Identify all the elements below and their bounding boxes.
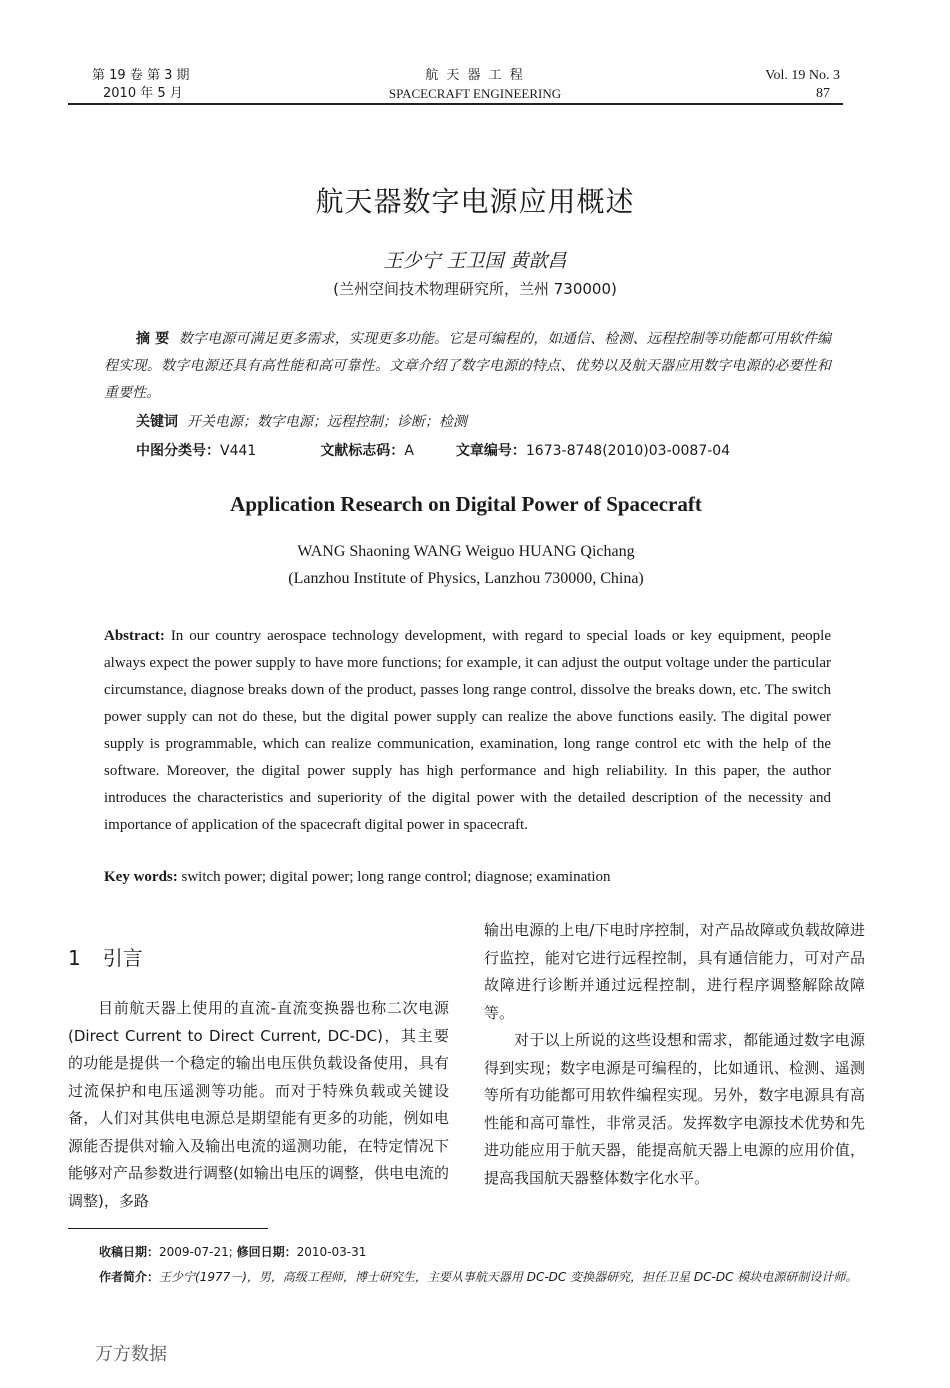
right-paragraph-1: 输出电源的上电/下电时序控制，对产品故障或负载故障进行监控，能对它进行远程控制，具有通信能力，可对产品故障进行诊断并通过远程控制，进行程序调整解除故障等。 xyxy=(484,921,865,1022)
right-column xyxy=(484,917,865,1192)
clc-value: V441 xyxy=(220,443,257,459)
authors-en: WANG Shaoning WANG Weiguo HUANG Qichang xyxy=(297,543,635,560)
keywords-en xyxy=(104,865,611,889)
affiliation-en: (Lanzhou Institute of Physics, Lanzhou 730000, China) xyxy=(288,570,644,587)
footnote-rule xyxy=(68,1228,268,1229)
left-paragraph-1: 目前航天器上使用的直流-直流变换器也称二次电源(Direct Current to Direct Current, DC-DC)，其主要的功能是提供一个稳定的输出电压供负载设备使用，具有过流保护和电压遥测等功能。而对于特殊负载或关键设备，人们对其供电电源总是期望能有更多的功能，例如电源能否提供对输入及输出电流的遥测功能，在特定情况下能够对产品参数进行调整(如输出电压的调整，供电电流的调整)，多路 xyxy=(68,999,449,1210)
journal-vol-no-en: Vol. 19 No. 3 xyxy=(765,68,840,83)
keywords-en-label: Key words: xyxy=(104,869,178,885)
author-bio-label: 作者简介： xyxy=(99,1270,160,1284)
watermark-text: 万方数据 xyxy=(95,1344,167,1365)
abstract-cn-label: 摘 要 xyxy=(136,331,170,347)
revised-date: 2010-03-31 xyxy=(296,1245,367,1259)
journal-date: 2010 年 5 月 xyxy=(103,86,183,101)
authors-cn: 王少宁 王卫国 黄歆昌 xyxy=(383,250,567,272)
abstract-en-label: Abstract: xyxy=(104,628,165,644)
page-number: 87 xyxy=(816,86,830,101)
affiliation-cn: (兰州空间技术物理研究所，兰州 730000) xyxy=(333,280,617,298)
journal-name-cn: 航 天 器 工 程 xyxy=(425,68,525,83)
paper-title-cn: 航天器数字电源应用概述 xyxy=(315,185,635,218)
abstract-cn-text: 数字电源可满足更多需求，实现更多功能。它是可编程的，如通信、检测、远程控制等功能都可用软件编程实现。数字电源还具有高性能和高可靠性。文章介绍了数字电源的特点、优势以及航天器应用数字电源的必要性和重要性。 xyxy=(104,331,832,401)
classification-line xyxy=(136,440,730,462)
revised-label: 修回日期： xyxy=(236,1245,297,1259)
keywords-cn-label: 关键词 xyxy=(136,414,178,430)
article-no-value: 1673-8748(2010)03-0087-04 xyxy=(525,443,731,459)
doc-code-value: A xyxy=(404,443,414,459)
footnote-author-bio xyxy=(68,1266,863,1288)
author-bio-text: 王少宁(1977－)，男，高级工程师，博士研究生，主要从事航天器用 DC-DC 变换器研究，担任卫星 DC-DC 模块电源研制设计师。 xyxy=(159,1270,858,1284)
section-1-title: 引言 xyxy=(102,946,143,970)
keywords-en-text: switch power; digital power; long range control; diagnose; examination xyxy=(181,869,611,885)
footnote-dates: 收稿日期：2009-07-21; 修回日期：2010-03-31 xyxy=(99,1245,367,1259)
abstract-en xyxy=(104,623,831,839)
journal-volume-issue: 第 19 卷 第 3 期 xyxy=(92,68,190,83)
abstract-cn xyxy=(104,326,831,407)
doc-code-label: 文献标志码： xyxy=(320,443,405,459)
left-column xyxy=(68,995,449,1215)
article-no-label: 文章编号： xyxy=(455,443,526,459)
abstract-en-text: In our country aerospace technology development, with regard to special loads or key equipment, people always expect the power supply to have more functions; for example, it can adjust the output voltage under the particular circumstance, diagnose breaks down of the product, passes long range control, dissolve the breaks down, etc. The switch power supply can not do these, but the digital power supply can realize the above functions easily. The digital power supply is programmable, which can realize communication, examination, long range control etc with the help of the software. Moreover, the digital power supply has high performance and high reliability. In this paper, the author introduces the characteristics and superiority of the digital power with the detailed description of the necessity and importance of application of the spacecraft digital power in spacecraft. xyxy=(104,628,831,833)
clc-label: 中图分类号： xyxy=(136,443,220,459)
received-date: 2009-07-21 xyxy=(159,1245,229,1259)
right-paragraph-2: 对于以上所说的这些设想和需求，都能通过数字电源得到实现；数字电源是可编程的，比如通讯、检测、遥测等所有功能都可用软件编程实现。另外，数字电源具有高性能和高可靠性，非常灵活。发挥数字电源技术优势和先进功能应用于航天器，能提高航天器上电源的应用价值，提高我国航天器整体数字化水平。 xyxy=(484,1031,865,1187)
section-1-heading xyxy=(68,943,143,973)
keywords-cn xyxy=(136,411,467,433)
header-rule xyxy=(68,103,843,105)
section-1-number: 1 xyxy=(68,946,81,970)
received-label: 收稿日期： xyxy=(99,1245,160,1259)
keywords-cn-text: 开关电源；数字电源；远程控制；诊断；检测 xyxy=(186,414,467,430)
journal-name-en: SPACECRAFT ENGINEERING xyxy=(388,86,562,101)
paper-title-en: Application Research on Digital Power of Spacecraft xyxy=(230,492,702,516)
